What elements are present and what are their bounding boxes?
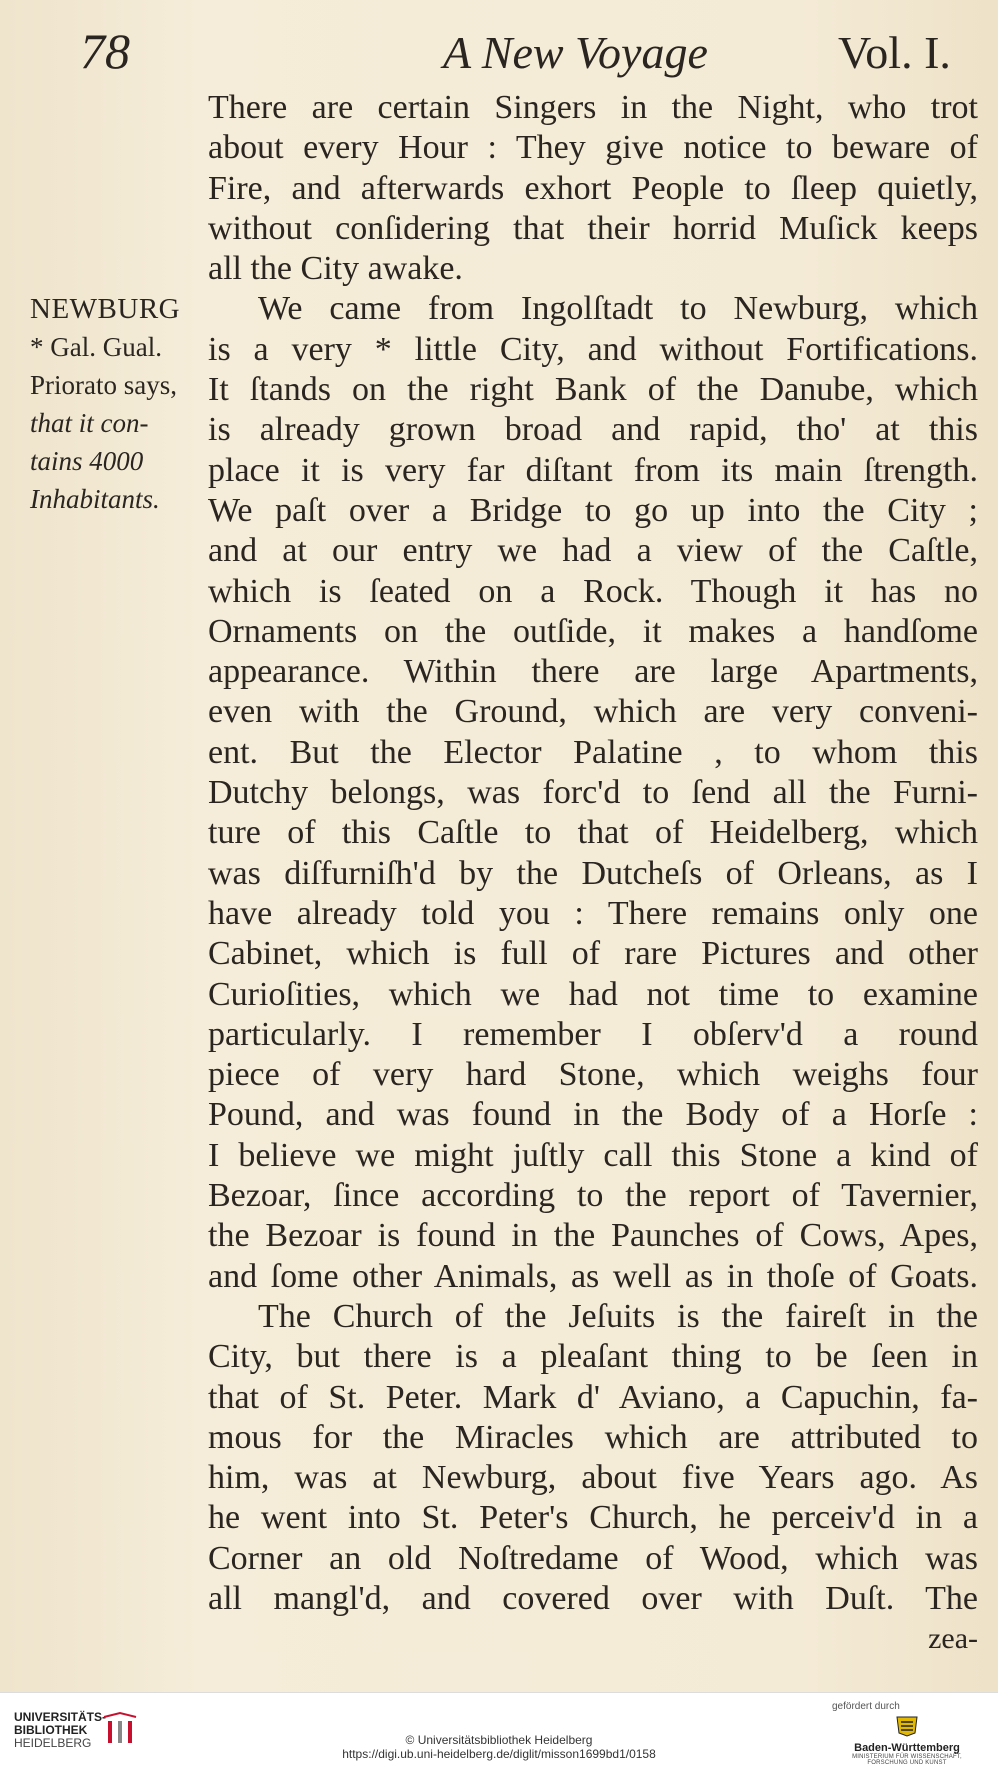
text-line: particularly. I remember I obſerv'd a round bbox=[208, 1015, 978, 1053]
margin-note-line: tains 4000 bbox=[30, 446, 144, 476]
sponsor-label: gefördert durch bbox=[832, 1701, 900, 1712]
text-line: Ornaments on the outſide, it makes a handſome bbox=[208, 612, 978, 650]
text-line: that of St. Peter. Mark d' Aviano, a Capuchin, fa- bbox=[208, 1378, 978, 1416]
text-line: all mangl'd, and covered over with Duſt. The bbox=[208, 1579, 978, 1617]
state-crest-icon bbox=[887, 1715, 927, 1737]
margin-note-heading: NEWBURG bbox=[30, 293, 181, 325]
text-line: The Church of the Jeſuits is the faireſt in the bbox=[258, 1297, 978, 1335]
sponsor-logo[interactable] bbox=[852, 1715, 962, 1766]
text-line: have already told you : There remains only one bbox=[208, 894, 978, 932]
text-line: place it is very far diſtant from its main ſtrength. bbox=[208, 451, 978, 489]
running-header bbox=[0, 22, 998, 82]
text-line: and ſome other Animals, as well as in thoſe of Goats. bbox=[208, 1257, 978, 1295]
text-line: him, was at Newburg, about five Years ago. As bbox=[208, 1459, 978, 1497]
text-line: without conſidering that their horrid Muſick keeps bbox=[208, 209, 978, 247]
page-number: 78 bbox=[80, 23, 130, 79]
text-line: Curioſities, which we had not time to examine bbox=[208, 975, 978, 1013]
margin-note-line: * Gal. Gual. bbox=[30, 332, 162, 362]
permalink[interactable]: https://digi.ub.uni-heidelberg.de/diglit/misson1699bd1/0158 bbox=[342, 1747, 656, 1761]
text-line: about every Hour : They give notice to beware of bbox=[208, 129, 978, 167]
volume-label: Vol. I. bbox=[838, 27, 951, 78]
text-line: which is ſeated on a Rock. Though it has no bbox=[208, 572, 978, 610]
text-line: the Bezoar is found in the Paunches of Cows, Apes, bbox=[208, 1217, 978, 1255]
sponsor-name: Baden-Württemberg bbox=[854, 1742, 960, 1754]
margin-note-line: that it con- bbox=[30, 408, 149, 438]
digitization-footer bbox=[0, 1692, 998, 1766]
copyright-text: © Universitätsbibliothek Heidelberg bbox=[405, 1733, 593, 1747]
text-line: I believe we might juſtly call this Stone a kind of bbox=[208, 1136, 978, 1174]
text-line: even with the Ground, which are very conveni- bbox=[208, 693, 978, 731]
text-line: piece of very hard Stone, which weighs four bbox=[208, 1056, 978, 1094]
text-line: he went into St. Peter's Church, he perceiv'd in a bbox=[208, 1499, 978, 1537]
margin-note-line: Inhabitants. bbox=[30, 484, 160, 514]
text-line: mous for the Miracles which are attributed to bbox=[208, 1418, 978, 1456]
text-line: It ſtands on the right Bank of the Danube, which bbox=[208, 371, 978, 409]
sponsor-ministry: MINISTERIUM FÜR WISSENSCHAFT, FORSCHUNG UND KUNST bbox=[852, 1754, 962, 1766]
body-text bbox=[208, 88, 978, 1660]
text-line: Fire, and afterwards exhort People to ſleep quietly, bbox=[208, 169, 978, 207]
text-line: and at our entry we had a view of the Caſtle, bbox=[208, 532, 978, 570]
text-line: is a very * little City, and without Fortifications. bbox=[208, 330, 978, 368]
text-line: appearance. Within there are large Apartments, bbox=[208, 653, 978, 691]
text-line: all the City awake. bbox=[208, 250, 463, 288]
text-line: Bezoar, ſince according to the report of Tavernier, bbox=[208, 1177, 978, 1215]
text-line: ture of this Caſtle to that of Heidelberg, which bbox=[208, 814, 978, 852]
text-line: We came from Ingolſtadt to Newburg, which bbox=[258, 290, 978, 328]
library-name-line: UNIVERSITÄTS- bbox=[14, 1710, 107, 1724]
text-line: ent. But the Elector Palatine , to whom this bbox=[208, 733, 978, 771]
text-line: Corner an old Noſtredame of Wood, which was bbox=[208, 1539, 978, 1577]
footer-credit bbox=[0, 1733, 998, 1761]
running-title: A New Voyage bbox=[443, 27, 708, 78]
margin-notes bbox=[30, 290, 205, 518]
catchword: zea- bbox=[928, 1622, 978, 1656]
text-line: Cabinet, which is full of rare Pictures and other bbox=[208, 935, 978, 973]
library-name-line: HEIDELBERG bbox=[14, 1736, 92, 1750]
text-line: We paſt over a Bridge to go up into the City ; bbox=[208, 491, 978, 529]
margin-note-line: Priorato says, bbox=[30, 370, 177, 400]
text-line: City, but there is a pleaſant thing to be ſeen in bbox=[208, 1338, 978, 1376]
text-line: Dutchy belongs, was forc'd to ſend all the Furni- bbox=[208, 774, 978, 812]
text-line: There are certain Singers in the Night, who trot bbox=[208, 89, 978, 126]
text-line: was diſfurniſh'd by the Dutcheſs of Orleans, as I bbox=[208, 854, 978, 892]
text-line: is already grown broad and rapid, tho' at this bbox=[208, 411, 978, 449]
library-name-line: BIBLIOTHEK bbox=[14, 1723, 88, 1737]
text-line: Pound, and was found in the Body of a Horſe : bbox=[208, 1096, 978, 1134]
